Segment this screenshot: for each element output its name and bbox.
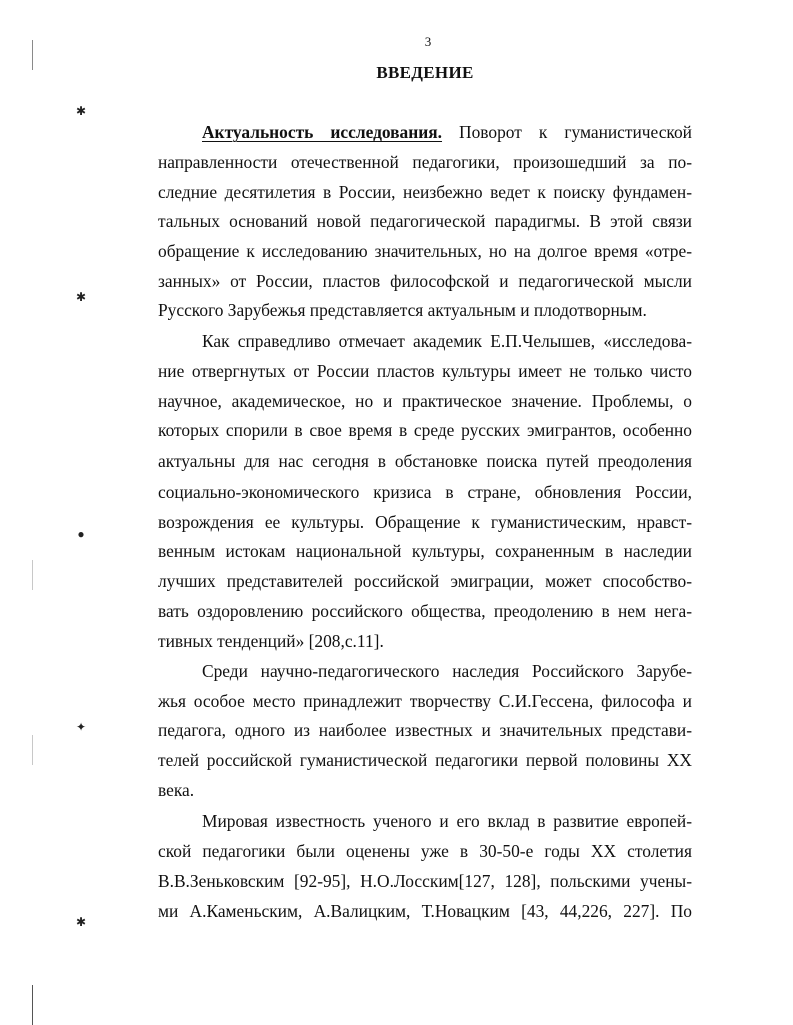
- para1-line-5: занных» от России, пластов философской и педагогической мысли: [158, 271, 692, 291]
- scan-margin-line-mid: [32, 560, 33, 590]
- para2-line-8: лучших представителей российской эмиграции, может способство-: [158, 571, 692, 591]
- scan-speck-1: ✱: [75, 104, 87, 118]
- para2-line-9: вать оздоровлению российского общества, преодолению в нем нега-: [158, 601, 692, 621]
- para3-line-3: телей российской гуманистической педагогики первой половины XX: [158, 750, 692, 770]
- para1-line-3: тальных оснований новой педагогической парадигмы. В этой связи: [158, 211, 692, 231]
- para3-line-4: века.: [158, 780, 195, 800]
- para3-line-1: жья особое место принадлежит творчеству С.И.Гессена, философа и: [158, 691, 692, 711]
- section-title-relevance: Актуальность исследования.: [202, 122, 443, 142]
- para1-line-6: Русского Зарубежья представляется актуальным и плодотворным.: [158, 300, 647, 320]
- scan-margin-line-lower: [32, 735, 33, 765]
- para1-line-2: следние десятилетия в России, неизбежно ведет к поиску фундамен-: [158, 182, 692, 202]
- page-heading: ВВЕДЕНИЕ: [376, 63, 474, 82]
- para2-line-6: возрождения ее культуры. Обращение к гуманистическим, нравст-: [158, 512, 692, 532]
- para2-line-3: которых спорили в свое время в среде русских эмигрантов, особенно: [158, 420, 692, 440]
- para1-line-4: обращение к исследованию значительных, но на долгое время «отре-: [158, 241, 692, 261]
- scan-speck-4: ✦: [75, 720, 87, 734]
- para2-line-7: венным истокам национальной культуры, сохраненным в наследии: [158, 541, 692, 561]
- scan-margin-line-bottom: [32, 985, 33, 1025]
- para2-line-4: актуальны для нас сегодня в обстановке поиска путей преодоления: [158, 451, 692, 471]
- scan-speck-3: ●: [77, 527, 85, 541]
- para3-line-2: педагога, одного из наиболее известных и значительных представи-: [158, 720, 692, 740]
- scan-speck-5: ✱: [75, 915, 87, 929]
- para3-line-0: Среди научно-педагогического наследия Российского Зарубе-: [202, 661, 692, 681]
- para2-line-10: тивных тенденций» [208,с.11].: [158, 631, 384, 651]
- para4-line-1: ской педагогики были оценены уже в 30-50-е годы XX столетия: [158, 841, 692, 861]
- scan-speck-2: ✱: [75, 290, 87, 304]
- para1-line-1: направленности отечественной педагогики, произошедший за по-: [158, 152, 692, 172]
- para1-line-0: [202, 121, 692, 143]
- page-number: 3: [424, 34, 432, 49]
- para2-line-1: ние отвергнутых от России пластов культуры имеет не только чисто: [158, 361, 692, 381]
- para4-line-0: Мировая известность ученого и его вклад в развитие европей-: [202, 811, 692, 831]
- para4-line-2: В.В.Зеньковским [92-95], Н.О.Лосским[127, 128], польскими учены-: [158, 871, 692, 891]
- para4-line-3: ми А.Каменьским, А.Валицким, Т.Новацким [43, 44,226, 227]. По: [158, 901, 692, 921]
- para2-line-0: Как справедливо отмечает академик Е.П.Челышев, «исследова-: [202, 331, 692, 351]
- scan-margin-line-top: [32, 40, 33, 70]
- para1-line-0-text: Поворот к гуманистической: [459, 122, 692, 142]
- para2-line-5: социально-экономического кризиса в стране, обновления России,: [158, 482, 692, 502]
- para2-line-2: научное, академическое, но и практическое значение. Проблемы, о: [158, 391, 692, 411]
